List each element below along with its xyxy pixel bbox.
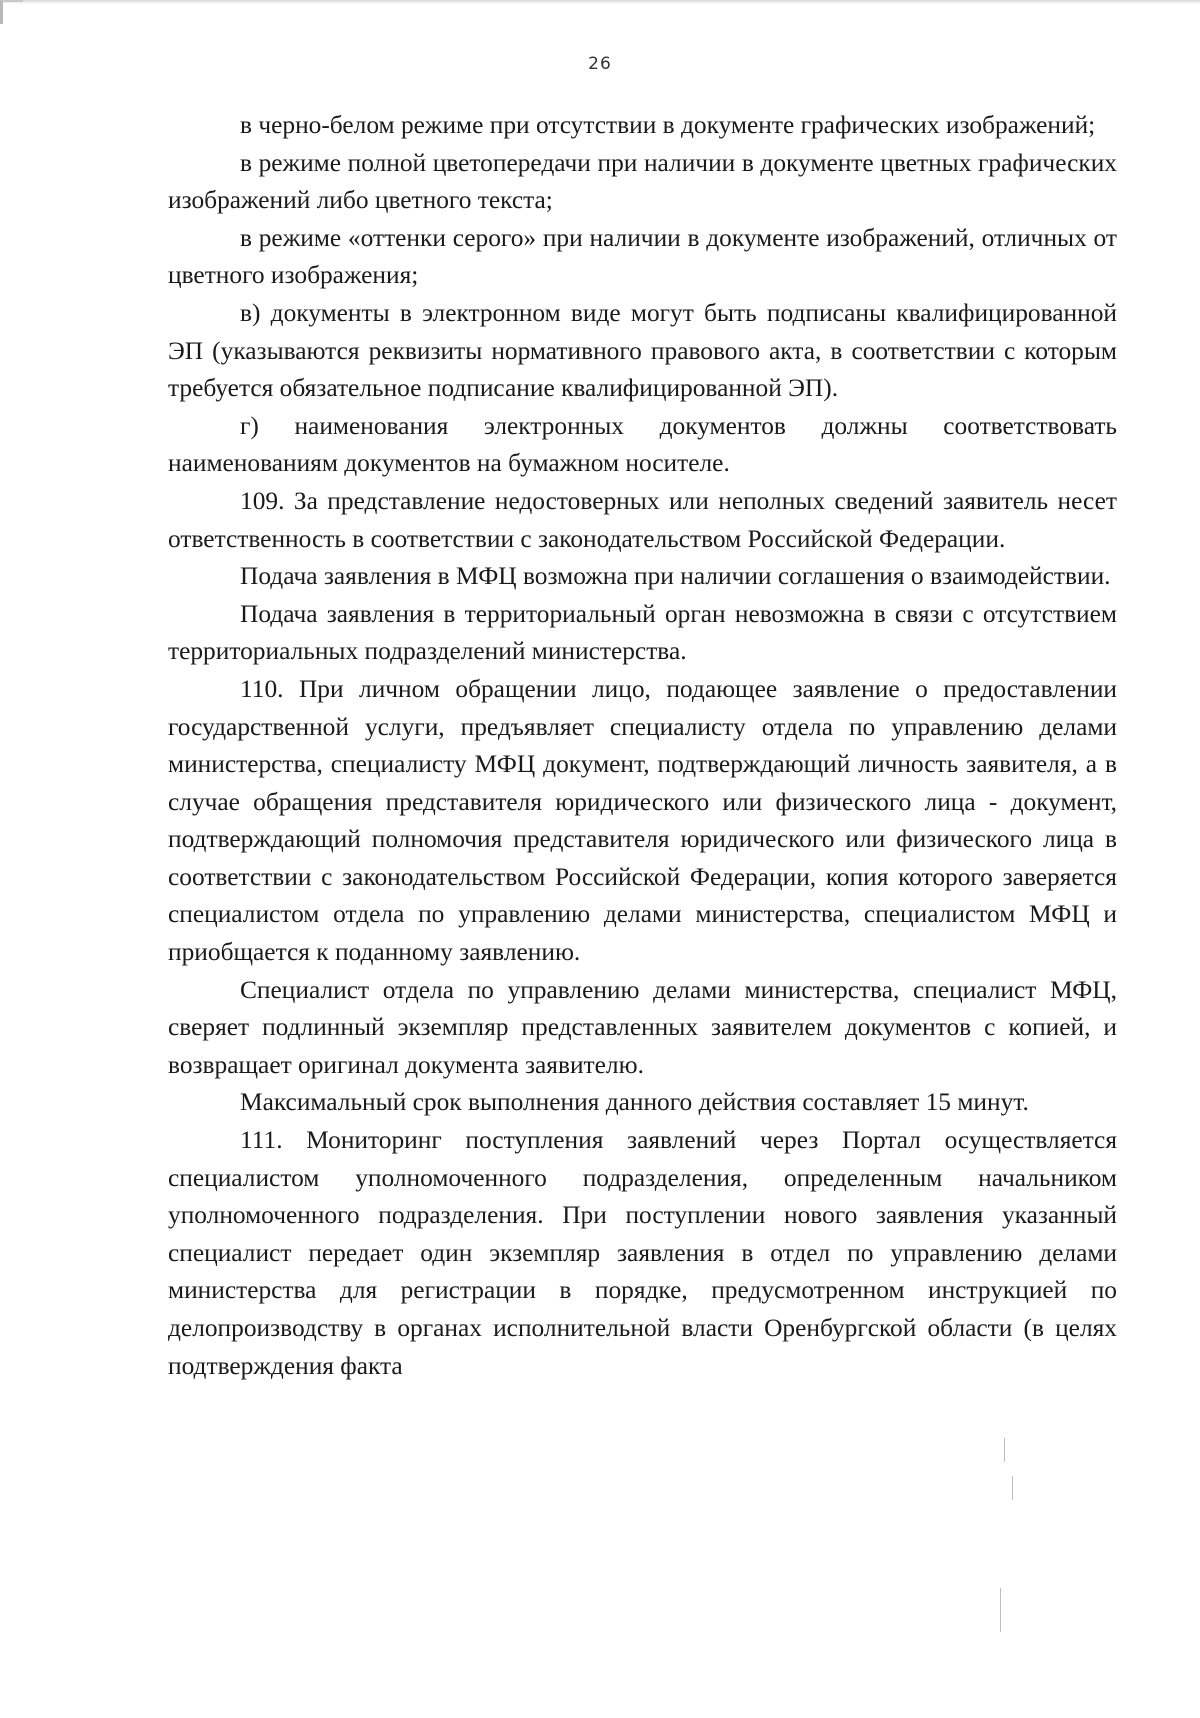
paragraph-item-g-naming: г) наименования электронных документов должны соответствовать наименованиям документов на бумажном носителе. — [168, 411, 1117, 478]
scan-artifact-line — [1000, 1588, 1001, 1632]
scan-edge — [0, 0, 1200, 4]
document-body — [168, 107, 1117, 1385]
scan-artifact-line — [1004, 1438, 1005, 1462]
paragraph-document-verification: Специалист отдела по управлению делами министерства, специалист МФЦ, сверяет подлинный экземпляр представленных заявителем документов с копией, и возвращает оригинал документа заявителю. — [168, 975, 1117, 1079]
scan-corner-mark — [0, 0, 23, 24]
paragraph-territorial-body: Подача заявления в территориальный орган невозможна в связи с отсутствием территориальных подразделений министерства. — [168, 599, 1117, 666]
page-number: 26 — [588, 54, 612, 74]
paragraph-110-personal-visit: 110. При личном обращении лицо, подающее заявление о предоставлении государственной услуги, предъявляет специалисту отдела по управлению делами министерства, специалисту МФЦ документ, подтверждающий личность заявителя, а в случае обращения представителя юридического или физического лица - документ, подтверждающий полномочия представителя юридического или физического лица в соответствии с законодательством Российской Федерации, копия которого заверяется специалистом отдела по управлению делами министерства, специалистом МФЦ и приобщается к поданному заявлению. — [168, 674, 1117, 967]
paragraph-item-v-signature: в) документы в электронном виде могут быть подписаны квалифицированной ЭП (указываются реквизиты нормативного правового акта, в соответствии с которым требуется обязательное подписание квалифицированной ЭП). — [168, 298, 1117, 403]
paragraph-grayscale-mode: в режиме «оттенки серого» при наличии в документе изображений, отличных от цветного изображения; — [168, 223, 1117, 290]
paragraph-max-duration: Максимальный срок выполнения данного действия составляет 15 минут. — [240, 1088, 1029, 1117]
scan-artifact-line — [1012, 1476, 1013, 1500]
paragraph-full-color-mode: в режиме полной цветопередачи при наличии в документе цветных графических изображений либо цветного текста; — [168, 148, 1117, 215]
paragraph-mfc-submission: Подача заявления в МФЦ возможна при наличии соглашения о взаимодействии. — [240, 562, 1111, 591]
paragraph-111-portal-monitoring: 111. Мониторинг поступления заявлений через Портал осуществляется специалистом уполномоченного подразделения, определенным начальником уполномоченного подразделения. При поступлении нового заявления указанный специалист передает один экземпляр заявления в отдел по управлению делами министерства для регистрации в порядке, предусмотренном инструкцией по делопроизводству в органах исполнительной власти Оренбургской области (в целях подтверждения факта — [168, 1126, 1117, 1380]
paragraph-109-responsibility: 109. За представление недостоверных или неполных сведений заявитель несет ответственность в соответствии с законодательством Российской Федерации. — [168, 486, 1117, 553]
paragraph-bw-mode: в черно-белом режиме при отсутствии в документе графических изображений; — [240, 111, 1096, 139]
